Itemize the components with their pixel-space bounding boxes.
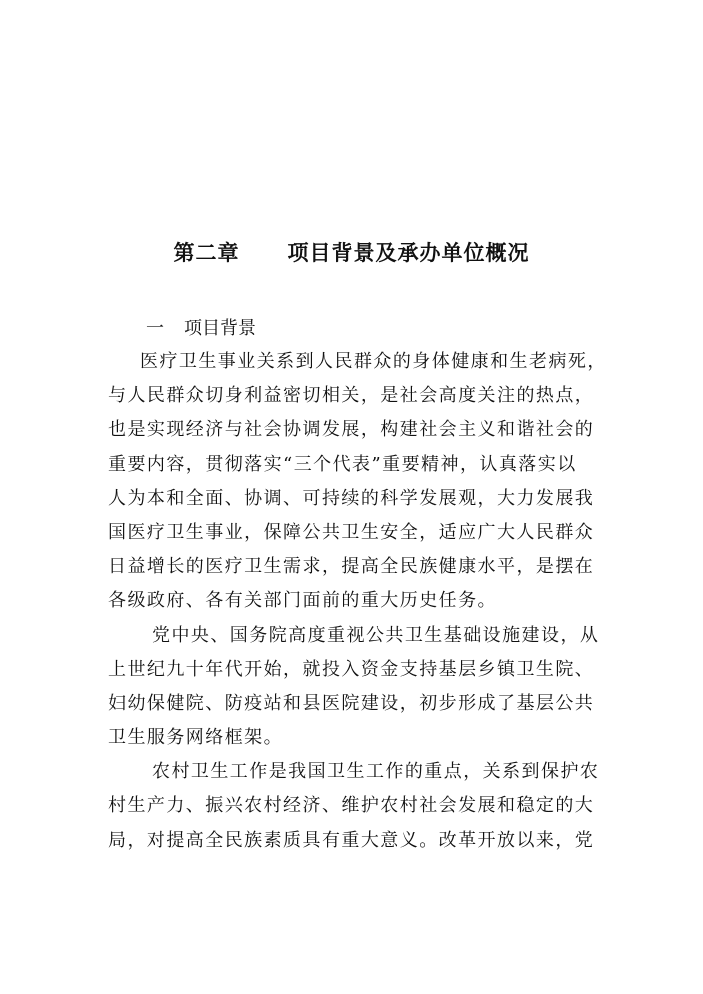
- chapter-title-text: 项目背景及承办单位概况: [287, 240, 530, 265]
- paragraph-line: 上世纪九十年代开始，就投入资金支持基层乡镇卫生院、: [108, 658, 595, 680]
- paragraph-line: 与人民群众切身利益密切相关，是社会高度关注的热点，: [108, 385, 595, 407]
- paragraph-line: 人为本和全面、协调、可持续的科学发展观，大力发展我: [108, 487, 595, 509]
- paragraph-line: 党中央、国务院高度重视公共卫生基础设施建设，从: [152, 624, 600, 646]
- section-heading: [146, 314, 256, 340]
- chapter-number: 第二章: [173, 240, 240, 265]
- paragraph-line: 卫生服务网络框架。: [108, 727, 284, 749]
- paragraph-line: 局，对提高全民族素质具有重大意义。改革开放以来，党: [108, 829, 595, 851]
- chapter-title: [0, 237, 703, 267]
- paragraph-line: 日益增长的医疗卫生需求，提高全民族健康水平，是摆在: [108, 556, 595, 578]
- paragraph-line: 重要内容，贯彻落实“三个代表”重要精神，认真落实以: [108, 453, 577, 475]
- paragraph-line: 妇幼保健院、防疫站和县医院建设，初步形成了基层公共: [108, 692, 595, 714]
- section-number: 一: [146, 318, 164, 339]
- paragraph-line: 也是实现经济与社会协调发展，构建社会主义和谐社会的: [108, 419, 595, 441]
- paragraph-line: 村生产力、振兴农村经济、维护农村社会发展和稳定的大: [108, 795, 595, 817]
- section-title: 项目背景: [184, 318, 256, 339]
- paragraph-line: 国医疗卫生事业，保障公共卫生安全，适应广大人民群众: [108, 521, 595, 543]
- paragraph-line: 各级政府、各有关部门面前的重大历史任务。: [108, 590, 497, 612]
- body-text: [108, 350, 607, 863]
- paragraph-line: 农村卫生工作是我国卫生工作的重点，关系到保护农: [152, 761, 600, 783]
- paragraph-line: 医疗卫生事业关系到人民群众的身体健康和生老病死，: [140, 351, 607, 372]
